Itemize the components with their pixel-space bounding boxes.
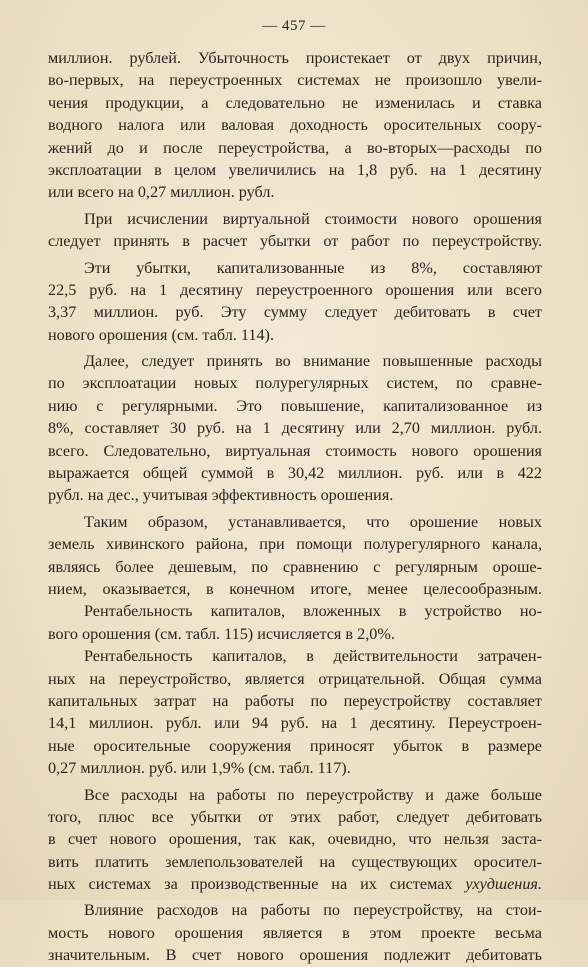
text-line: [48, 159, 542, 181]
text-line-content: нию с регулярными. Это повышение, капитализованное из: [48, 396, 542, 415]
text-line-content: Таким образом, устанавливается, что орошение новых: [84, 512, 542, 531]
text-line: [48, 784, 542, 806]
text-line-content: капитальных затрат на работы по переустройству составляет: [48, 691, 542, 710]
text-line: [48, 417, 542, 439]
text-line-content: 14,1 миллион. рубл. или 94 руб. на 1 десятину. Переустроен-: [48, 714, 542, 733]
text-line: [48, 301, 542, 323]
text-line: [48, 873, 542, 895]
text-line-content: При исчислении виртуальной стоимости нового орошения: [84, 209, 542, 228]
text-line: [48, 484, 542, 506]
text-line-content: следует принять в расчет убытки от работ по переустройству.: [48, 232, 542, 251]
text-line: [48, 735, 542, 757]
text-line: [48, 350, 542, 372]
text-line-content: значительным. В счет нового орошения подлежит дебитовать: [48, 946, 542, 965]
text-line-content: мость нового орошения является в этом проекте весьма: [48, 923, 542, 942]
text-line: [48, 944, 542, 966]
text-line: [48, 511, 542, 533]
page-number: — 457 —: [262, 18, 326, 34]
text-line: [48, 922, 542, 944]
text-line: [48, 395, 542, 417]
italic-word: ухудшения.: [465, 875, 543, 894]
text-line: [48, 92, 542, 114]
text-line: [48, 556, 542, 578]
text-line: [48, 645, 542, 667]
text-line-content: нием, оказывается, в конечном итоге, менее целесообразным.: [48, 579, 542, 598]
text-line-content: Рентабельность капиталов, в действительности затрачен-: [84, 647, 542, 666]
text-line: [48, 279, 542, 301]
text-line: [48, 578, 542, 600]
text-line-content: Далее, следует принять во внимание повышенные расходы: [84, 352, 542, 371]
text-line-content: рубл. на дес., учитывая эффективность орошения.: [48, 486, 394, 505]
text-line: [48, 899, 542, 921]
text-line: [48, 440, 542, 462]
text-line-content: всего. Следовательно, виртуальная стоимость нового орошения: [48, 441, 542, 460]
text-line-content: вить платить землепользователей на существующих оросител-: [48, 852, 542, 871]
text-line: [48, 828, 542, 850]
text-line-content: по эксплоатации новых полурегулярных систем, по сравне-: [48, 374, 542, 393]
text-line-content: или всего на 0,27 миллион. рубл.: [48, 183, 275, 202]
text-line-content: во-первых, на переустроенных системах не произошло увели-: [48, 71, 542, 90]
text-line: [48, 668, 542, 690]
text-line-content: Рентабельность капиталов, вложенных в устройство но-: [84, 602, 542, 621]
text-line-content: в счет нового орошения, так как, очевидно, что нельзя заста-: [48, 830, 542, 849]
text-line-content: ных на переустройство, является отрицательной. Общая сумма: [48, 669, 542, 688]
text-line: [48, 257, 542, 279]
text-line-content: жений до и после переустройства, а во-вторых—расходы по: [48, 138, 542, 157]
text-line: [48, 230, 542, 252]
text-line: [48, 324, 542, 346]
text-line-content: того, плюс все убытки от этих работ, следует дебитовать: [48, 807, 542, 826]
text-line-content: земель хивинского района, при помощи полурегулярного канала,: [48, 535, 542, 554]
text-line-content: 8%, составляет 30 руб. на 1 десятину или 2,70 миллион. рубл.: [48, 419, 542, 438]
text-line-content: Все расходы на работы по переустройству и даже больше: [84, 785, 542, 804]
text-line-content: Влияние расходов на работы по переустройству, на стои-: [84, 901, 542, 920]
text-line: [48, 851, 542, 873]
text-line: [48, 600, 542, 622]
text-line: [48, 533, 542, 555]
text-line: [48, 47, 542, 69]
text-line-content: эксплоатации в целом увеличились на 1,8 руб. на 1 десятину: [48, 160, 542, 179]
text-line-content: являясь более дешевым, по сравнению с регулярным ороше-: [48, 557, 542, 576]
text-line-content: миллион. рублей. Убыточность проистекает от двух причин,: [48, 49, 542, 67]
text-line: [48, 114, 542, 136]
text-line-content: нового орошения (см. табл. 114).: [48, 325, 274, 344]
text-line-content: Эти убытки, капитализованные из 8%, составляют: [84, 258, 542, 277]
text-line-content: 3,37 миллион. руб. Эту сумму следует дебитовать в счет: [48, 303, 542, 322]
text-line: [48, 372, 542, 394]
text-line-content: водного налога или валовая доходность оросительных соору-: [48, 116, 542, 135]
text-line: [48, 181, 542, 203]
text-line-content: выражается общей суммой в 30,42 миллион. руб. или в 422: [48, 464, 542, 483]
text-line-content: ные оросительные сооружения приносят убыток в размере: [48, 736, 542, 755]
text-line: [48, 69, 542, 91]
text-line: [48, 757, 542, 779]
text-line-content: чения продукции, а следовательно не изменилась и ставка: [48, 93, 542, 112]
text-line: [48, 462, 542, 484]
text-line: [48, 208, 542, 230]
text-line: [48, 623, 542, 645]
text-line: [48, 690, 542, 712]
text-line-content: ных системах за производственные на их системах: [48, 875, 453, 894]
text-line: [48, 137, 542, 159]
text-line: [48, 712, 542, 734]
text-line-content: 0,27 миллион. руб. или 1,9% (см. табл. 117).: [48, 759, 351, 778]
text-line-content: вого орошения (см. табл. 115) исчисляется в 2,0%.: [48, 624, 395, 643]
text-line: [48, 806, 542, 828]
text-line-content: 22,5 руб. на 1 десятину переустроенного орошения или всего: [48, 280, 542, 299]
body-text: [48, 47, 542, 967]
